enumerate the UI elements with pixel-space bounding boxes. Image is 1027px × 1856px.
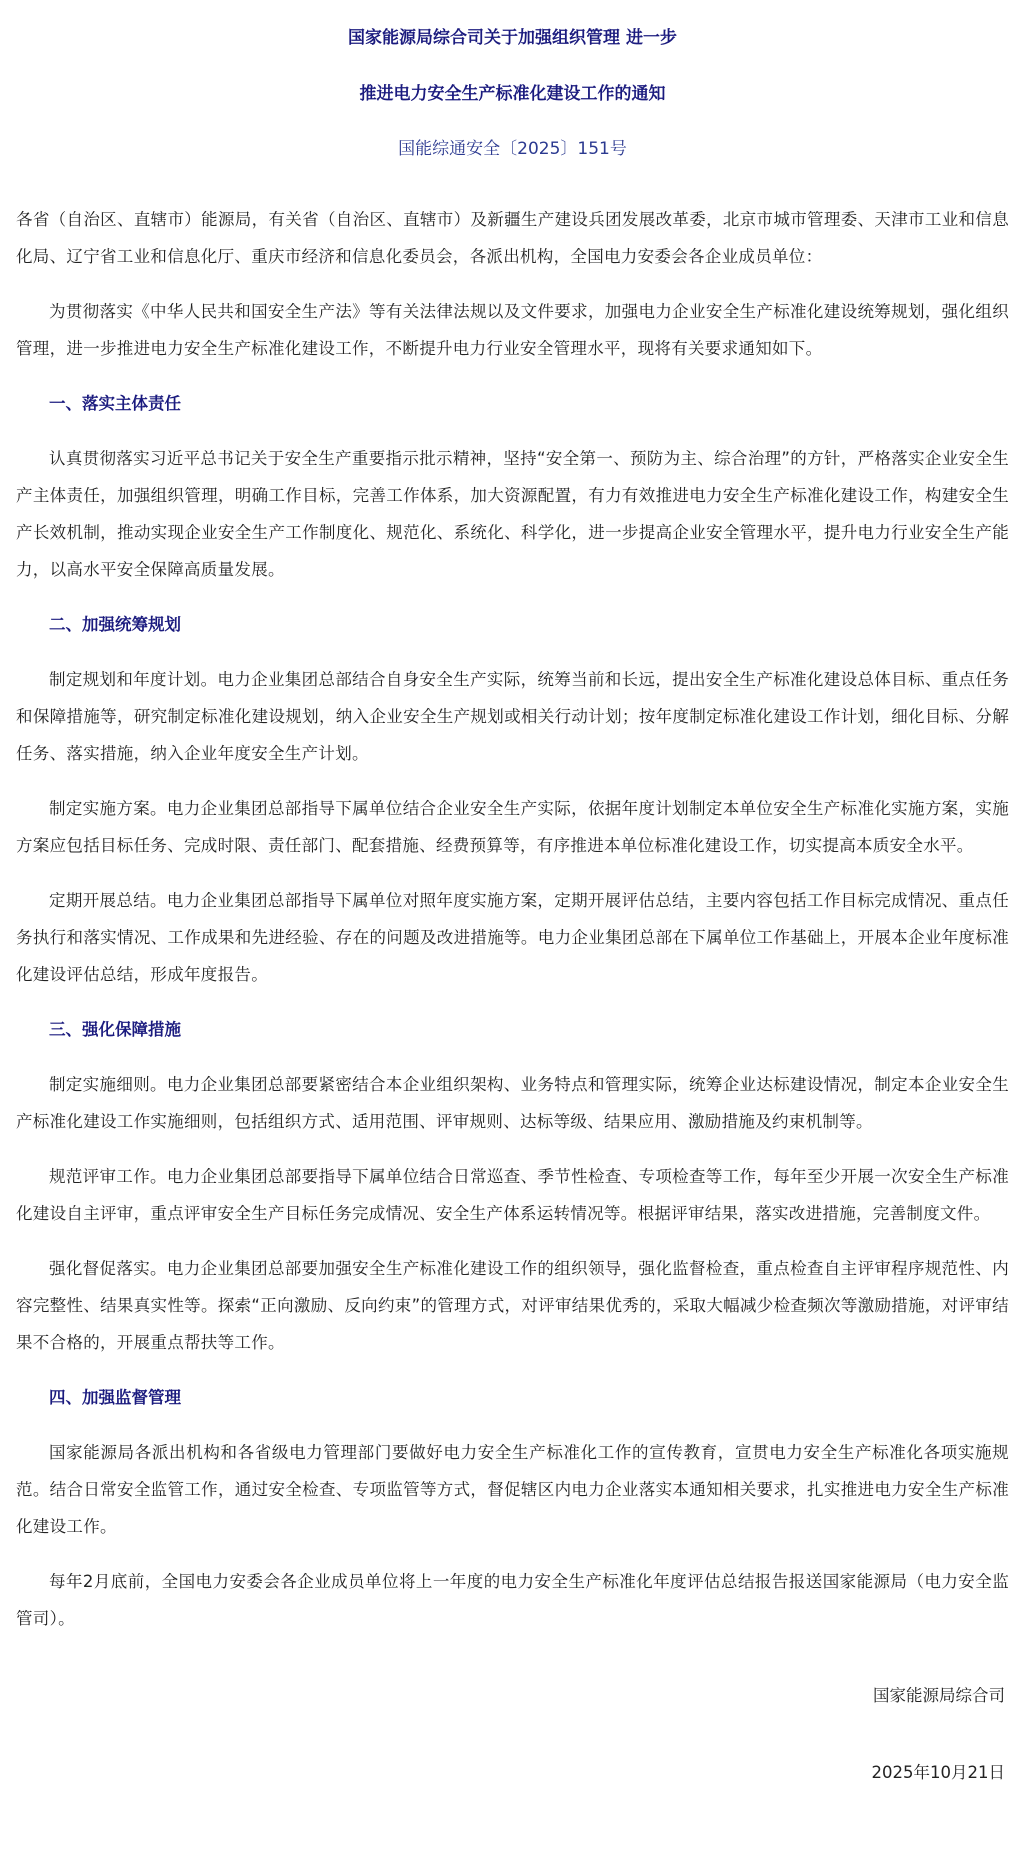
section-paragraph: 定期开展总结。电力企业集团总部指导下属单位对照年度实施方案，定期开展评估总结，主要内容包括工作目标完成情况、重点任务执行和落实情况、工作成果和先进经验、存在的问题及改进措施等。电力企业集团总部在下属单位工作基础上，开展本企业年度标准化建设评估总结，形成年度报告。 — [16, 891, 1009, 984]
signature-date: 2025年10月21日 — [871, 1763, 1005, 1782]
intro-paragraph: 为贯彻落实《中华人民共和国安全生产法》等有关法律法规以及文件要求，加强电力企业安全生产标准化建设统筹规划，强化组织管理，进一步推进电力安全生产标准化建设工作，不断提升电力行业安全管理水平，现将有关要求通知如下。 — [16, 302, 1009, 358]
section-paragraph: 强化督促落实。电力企业集团总部要加强安全生产标准化建设工作的组织领导，强化监督检查，重点检查自主评审程序规范性、内容完整性、结果真实性等。探索“正向激励、反向约束”的管理方式，对评审结果优秀的，采取大幅减少检查频次等激励措施，对评审结果不合格的，开展重点帮扶等工作。 — [16, 1259, 1009, 1352]
section-3 — [16, 1011, 1009, 1361]
section-paragraph: 认真贯彻落实习近平总书记关于安全生产重要指示批示精神，坚持“安全第一、预防为主、综合治理”的方针，严格落实企业安全生产主体责任，加强组织管理，明确工作目标，完善工作体系，加大资源配置，有力有效推进电力安全生产标准化建设工作，构建安全生产长效机制，推动实现企业安全生产工作制度化、规范化、系统化、科学化，进一步提高企业安全管理水平，提升电力行业安全生产能力，以高水平安全保障高质量发展。 — [16, 449, 1009, 579]
section-paragraph: 制定实施细则。电力企业集团总部要紧密结合本企业组织架构、业务特点和管理实际，统筹企业达标建设情况，制定本企业安全生产标准化建设工作实施细则，包括组织方式、适用范围、评审规则、达标等级、结果应用、激励措施及约束机制等。 — [16, 1075, 1009, 1131]
document-title-line-1: 国家能源局综合司关于加强组织管理 进一步 — [348, 28, 677, 48]
addressee-paragraph: 各省（自治区、直辖市）能源局，有关省（自治区、直辖市）及新疆生产建设兵团发展改革委，北京市城市管理委、天津市工业和信息化局、辽宁省工业和信息化厅、重庆市经济和信息化委员会，各派出机构，全国电力安委会各企业成员单位： — [16, 210, 1009, 266]
section-heading: 三、强化保障措施 — [49, 1020, 181, 1039]
document-title-line-2: 推进电力安全生产标准化建设工作的通知 — [359, 84, 666, 104]
section-4 — [16, 1379, 1009, 1637]
section-paragraph: 每年2月底前，全国电力安委会各企业成员单位将上一年度的电力安全生产标准化年度评估总结报告报送国家能源局（电力安全监管司）。 — [16, 1572, 1009, 1628]
section-heading: 四、加强监督管理 — [49, 1388, 181, 1407]
section-2 — [16, 606, 1009, 993]
section-1 — [16, 385, 1009, 588]
section-paragraph: 制定实施方案。电力企业集团总部指导下属单位结合企业安全生产实际，依据年度计划制定本单位安全生产标准化实施方案，实施方案应包括目标任务、完成时限、责任部门、配套措施、经费预算等，有序推进本单位标准化建设工作，切实提高本质安全水平。 — [16, 799, 1009, 855]
signature-organization: 国家能源局综合司 — [873, 1686, 1005, 1705]
section-paragraph: 规范评审工作。电力企业集团总部要指导下属单位结合日常巡查、季节性检查、专项检查等工作，每年至少开展一次安全生产标准化建设自主评审，重点评审安全生产目标任务完成情况、安全生产体系运转情况等。根据评审结果，落实改进措施，完善制度文件。 — [16, 1167, 1009, 1223]
section-paragraph: 制定规划和年度计划。电力企业集团总部结合自身安全生产实际，统筹当前和长远，提出安全生产标准化建设总体目标、重点任务和保障措施等，研究制定标准化建设规划，纳入企业安全生产规划或相关行动计划；按年度制定标准化建设工作计划，细化目标、分解任务、落实措施，纳入企业年度安全生产计划。 — [16, 670, 1009, 763]
document-number: 国能综通安全〔2025〕151号 — [398, 139, 627, 159]
section-heading: 一、落实主体责任 — [49, 394, 181, 413]
section-paragraph: 国家能源局各派出机构和各省级电力管理部门要做好电力安全生产标准化工作的宣传教育，宣贯电力安全生产标准化各项实施规范。结合日常安全监管工作，通过安全检查、专项监管等方式，督促辖区内电力企业落实本通知相关要求，扎实推进电力安全生产标准化建设工作。 — [16, 1443, 1009, 1536]
section-heading: 二、加强统筹规划 — [49, 615, 181, 634]
